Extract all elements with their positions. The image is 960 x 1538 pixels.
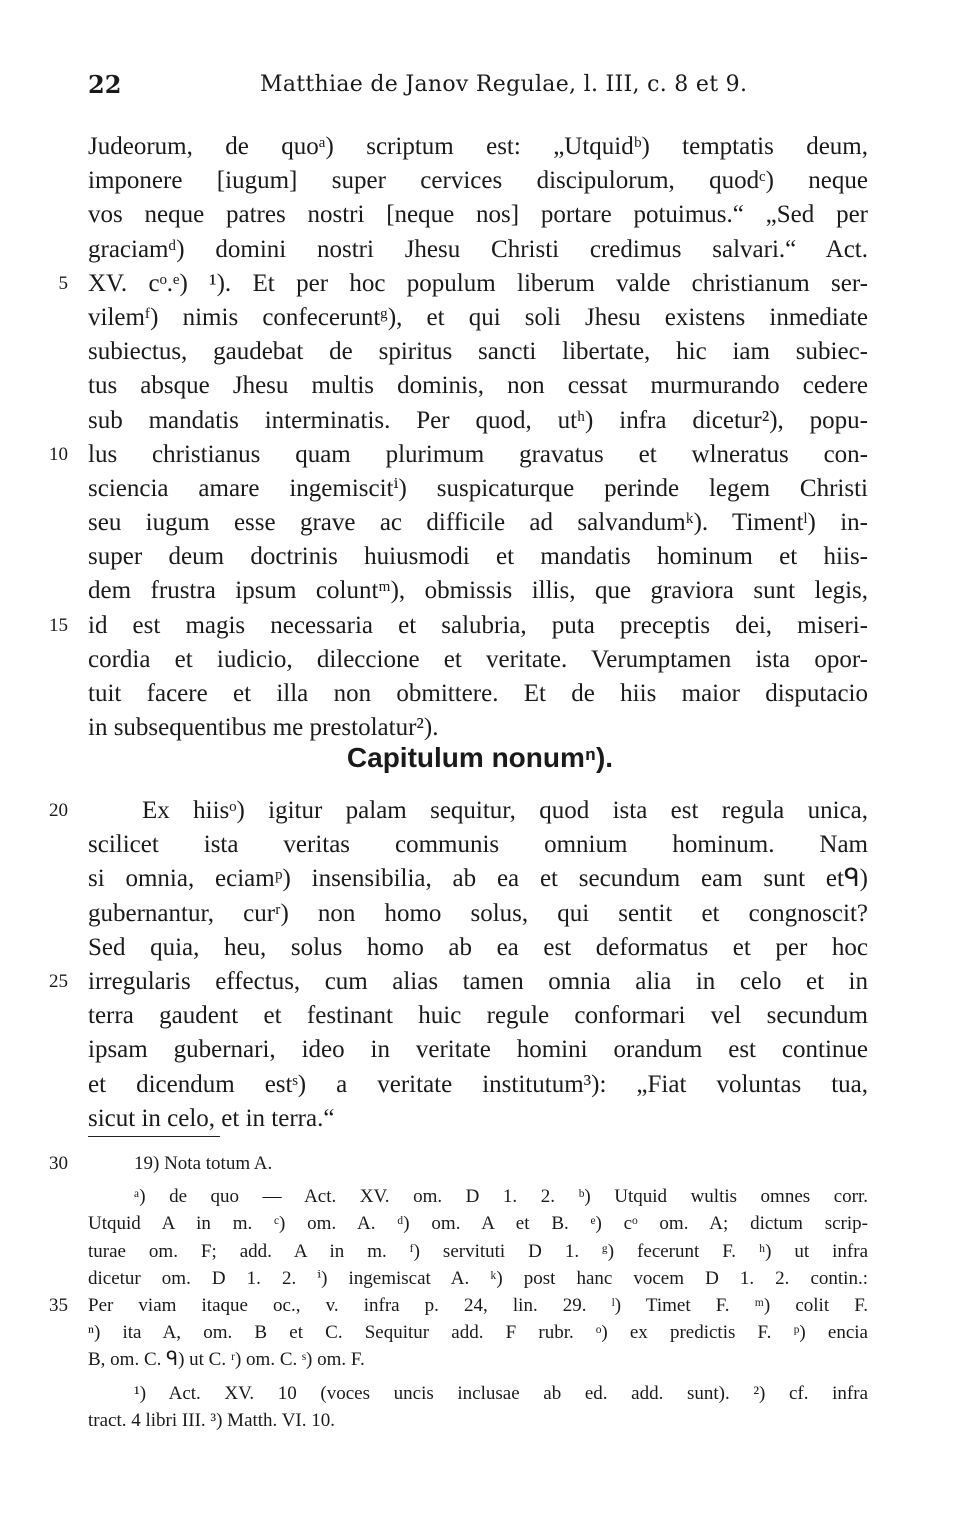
text-line <box>88 999 868 1033</box>
footnote-text: dicetur om. D 1. 2. ⁱ) ingemiscat A. ᵏ) post hanc vocem D 1. 2. contin.: <box>88 1267 868 1289</box>
text-line <box>88 506 868 540</box>
text-line <box>88 1102 868 1136</box>
text-line <box>58 267 868 301</box>
line-number: 30 <box>49 1153 68 1174</box>
line-text: sicut in celo, et in terra.“ <box>88 1104 335 1132</box>
line-text: cordia et iudicio, dileccione et veritate. Verumptamen ista opor- <box>88 645 868 673</box>
line-number: 5 <box>58 272 68 294</box>
text-line <box>88 164 868 198</box>
text-line <box>88 540 868 574</box>
footnote-text: ¹) Act. XV. 10 (voces uncis inclusae ab ed. add. sunt). ²) cf. infra <box>134 1382 868 1404</box>
footnote-divider <box>88 1136 220 1137</box>
text-line <box>88 711 868 745</box>
line-text: seu iugum esse grave ac difficile ad salvandumᵏ). Timentˡ) in- <box>88 509 868 537</box>
line-number: 20 <box>49 800 68 821</box>
line-text: sub mandatis interminatis. Per quod, utʰ) infra dicetur²), popu- <box>88 406 868 434</box>
text-line <box>88 369 868 403</box>
footnote-text: Utquid A in m. ᶜ) om. A. ᵈ) om. A et B. ᵉ) cᵒ om. A; dictum scrip- <box>88 1213 868 1235</box>
text-line <box>88 1068 868 1102</box>
footnote-text: B, om. C. ᑫ) ut C. ʳ) om. C. ˢ) om. F. <box>88 1349 365 1371</box>
footnote-line <box>49 1292 868 1319</box>
running-head <box>88 70 868 106</box>
footnote-text: Per viam itaque oc., v. infra p. 24, lin. 29. ˡ) Timet F. ᵐ) colit F. <box>88 1294 868 1316</box>
line-text: tus absque Jhesu multis dominis, non cessat murmurando cedere <box>88 372 868 400</box>
footnote-line <box>88 1346 868 1373</box>
text-line <box>88 1033 868 1067</box>
text-line <box>88 335 868 369</box>
footnote-line <box>88 1265 868 1292</box>
line-text: scilicet ista veritas communis omnium hominum. Nam <box>88 831 868 859</box>
text-line <box>88 643 868 677</box>
footnote-line <box>88 1407 868 1434</box>
line-text: Ex hiisᵒ) igitur palam sequitur, quod ista est regula unica, <box>142 797 868 824</box>
text-line <box>88 233 868 267</box>
line-number: 35 <box>49 1294 68 1316</box>
line-text: irregularis effectus, cum alias tamen omnia alia in celo et in <box>88 967 868 995</box>
footnote-text: 19) Nota totum A. <box>134 1153 273 1174</box>
text-line <box>88 574 868 608</box>
text-line <box>49 965 868 999</box>
line-text: sciencia amare ingemiscitⁱ) suspicaturque perinde legem Christi <box>88 474 868 502</box>
line-text: lus christianus quam plurimum gravatus et wlneratus con- <box>88 440 868 468</box>
line-text: Sed quia, heu, solus homo ab ea est deformatus et per hoc <box>88 933 868 961</box>
line-text: gubernantur, curʳ) non homo solus, qui sentit et congnoscit? <box>88 899 868 927</box>
line-text: tuit facere et illa non obmittere. Et de hiis maior disputacio <box>88 680 868 707</box>
line-text: vilemᶠ) nimis confeceruntᵍ), et qui soli Jhesu existens inmediate <box>88 303 868 331</box>
footnote-line <box>88 1319 868 1346</box>
main-text-block <box>49 130 868 745</box>
footnote-line <box>88 1238 868 1265</box>
line-text: vos neque patres nostri [neque nos] portare potuimus.“ „Sed per <box>88 201 868 229</box>
text-line <box>88 931 868 965</box>
chapter-text-block <box>49 794 868 1136</box>
text-line <box>88 862 868 896</box>
text-line <box>88 198 868 232</box>
line-text: subiectus, gaudebat de spiritus sancti libertate, hic iam subiec- <box>88 338 868 366</box>
text-line <box>49 794 868 828</box>
text-line <box>88 897 868 931</box>
footnote-line <box>88 1183 868 1210</box>
page-number: 22 <box>88 70 122 99</box>
text-line <box>49 609 868 643</box>
text-line <box>88 472 868 506</box>
line-text: super deum doctrinis huiusmodi et mandatis hominum et hiis- <box>88 543 868 571</box>
running-title: Matthiae de Janov Regulae, l. III, c. 8 et 9. <box>260 72 748 97</box>
footnote-line <box>88 1380 868 1407</box>
line-text: imponere [iugum] super cervices discipulorum, quodᶜ) neque <box>88 167 868 195</box>
line-text: ipsam gubernari, ideo in veritate homini orandum est continue <box>88 1036 868 1064</box>
footnote-text: turae om. F; add. A in m. ᶠ) servituti D 1. ᵍ) fecerunt F. ʰ) ut infra <box>88 1240 868 1262</box>
footnote-line <box>49 1150 868 1177</box>
line-text: id est magis necessaria et salubria, puta preceptis dei, miseri- <box>88 611 868 639</box>
footnotes-block <box>49 1150 868 1434</box>
chapter-title: Capitulum nonumⁿ). <box>346 742 614 773</box>
line-text: et dicendum estˢ) a veritate institutum³): „Fiat voluntas tua, <box>88 1070 868 1098</box>
line-text: Judeorum, de quoᵃ) scriptum est: „Utquidᵇ) temptatis deum, <box>88 133 868 160</box>
line-text: dem frustra ipsum coluntᵐ), obmissis illis, que graviora sunt legis, <box>88 577 868 605</box>
line-text: graciamᵈ) domini nostri Jhesu Christi credimus salvari.“ Act. <box>88 235 868 263</box>
line-text: XV. cᵒ.ᵉ) ¹). Et per hoc populum liberum valde christianum ser- <box>88 269 868 297</box>
text-line <box>88 301 868 335</box>
line-number: 25 <box>49 970 68 992</box>
line-number: 15 <box>49 614 68 636</box>
footnote-text: ⁿ) ita A, om. B et C. Sequitur add. F rubr. ᵒ) ex predictis F. ᵖ) encia <box>88 1322 868 1344</box>
text-line <box>49 438 868 472</box>
line-text: si omnia, eciamᵖ) insensibilia, ab ea et secundum eam sunt etᑫ) <box>88 865 868 893</box>
text-line <box>88 404 868 438</box>
line-number: 10 <box>49 443 68 465</box>
line-text: terra gaudent et festinant huic regule conformari vel secundum <box>88 1002 868 1030</box>
text-line <box>88 828 868 862</box>
footnote-line <box>88 1210 868 1237</box>
line-text: in subsequentibus me prestolatur²). <box>88 714 439 742</box>
text-line <box>88 677 868 711</box>
footnote-text: tract. 4 libri III. ³) Matth. VI. 10. <box>88 1409 336 1431</box>
text-line <box>88 130 868 164</box>
footnote-text: ᵃ) de quo — Act. XV. om. D 1. 2. ᵇ) Utquid wultis omnes corr. <box>134 1186 868 1208</box>
